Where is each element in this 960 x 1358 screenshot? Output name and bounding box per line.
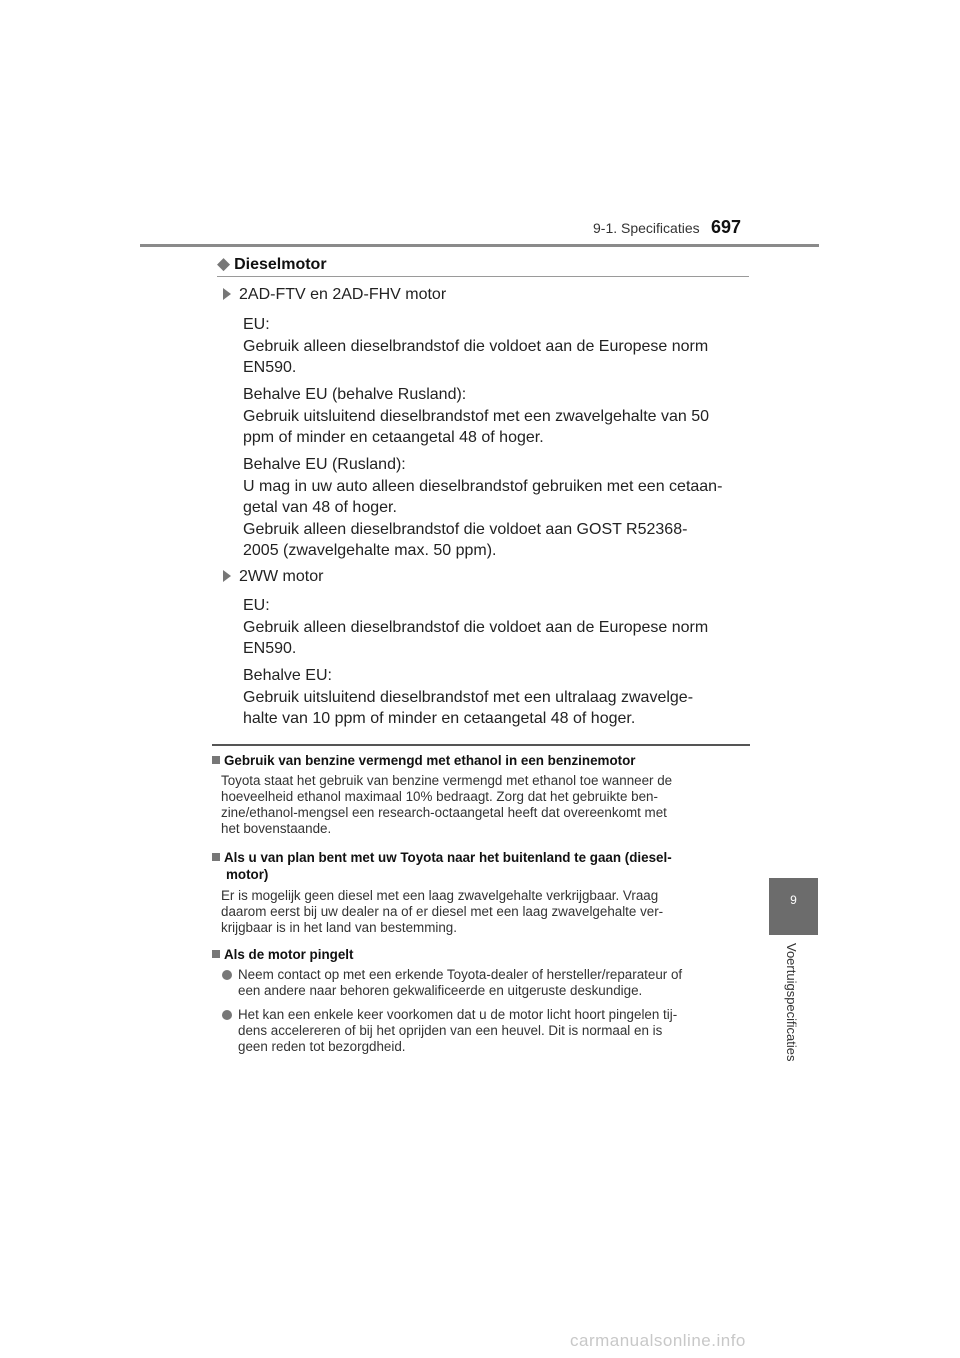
note-ethanol-heading — [212, 752, 748, 769]
note-knock-bullet — [221, 967, 748, 999]
diamond-icon: ◆ — [217, 254, 231, 273]
engine1-non-eu-block — [243, 384, 745, 449]
note-abroad-body — [221, 888, 748, 936]
engine1-eu-block — [243, 314, 745, 379]
triangle-bullet-icon — [223, 570, 231, 582]
note-knock-line: geen reden tot bezorgdheid. — [238, 1039, 406, 1054]
engine1-title-text: 2AD-FTV en 2AD-FHV motor — [239, 286, 447, 303]
engine1-title — [223, 286, 446, 304]
note-ethanol-heading-text: Gebruik van benzine vermengd met ethanol in een benzinemotor — [224, 753, 636, 768]
engine2-title-text: 2WW motor — [239, 568, 324, 585]
circle-bullet-icon — [222, 970, 232, 980]
note-knock-heading — [212, 946, 748, 963]
chapter-number: 9 — [790, 893, 797, 907]
engine2-eu-block — [243, 595, 745, 660]
engine2-eu-label: EU: — [243, 597, 270, 614]
engine1-non-eu-text: ppm of minder en cetaangetal 48 of hoger. — [243, 429, 544, 446]
page-number: 697 — [711, 217, 742, 237]
note-ethanol-body — [221, 773, 748, 837]
square-bullet-icon — [212, 853, 220, 861]
triangle-bullet-icon — [223, 288, 231, 300]
engine1-russia-label: Behalve EU (Rusland): — [243, 456, 406, 473]
engine1-eu-label: EU: — [243, 316, 270, 333]
engine1-russia-text: getal van 48 of hoger. — [243, 499, 397, 516]
diesel-heading-rule — [217, 276, 749, 277]
engine2-title — [223, 568, 323, 586]
engine2-eu-text: Gebruik alleen dieselbrandstof die voldoet aan de Europese norm — [243, 618, 709, 636]
engine1-russia-text: Gebruik alleen dieselbrandstof die voldoet aan GOST R52368- — [243, 520, 688, 538]
note-ethanol-line: het bovenstaande. — [221, 821, 332, 836]
engine1-non-eu-label: Behalve EU (behalve Rusland): — [243, 386, 467, 403]
square-bullet-icon — [212, 950, 220, 958]
engine1-russia-block — [243, 454, 745, 562]
note-knock-heading-text: Als de motor pingelt — [224, 947, 354, 962]
header-rule — [140, 244, 819, 247]
square-bullet-icon — [212, 756, 220, 764]
note-abroad-line: Er is mogelijk geen diesel met een laag zwavelgehalte verkrijgbaar. Vraag — [221, 888, 659, 903]
note-ethanol-line: Toyota staat het gebruik van benzine vermengd met ethanol toe wanneer de — [221, 773, 673, 788]
section-title: 9-1. Specificaties — [593, 220, 700, 236]
note-abroad-line: daarom eerst bij uw dealer na of er diesel met een laag zwavelgehalte ver- — [221, 904, 664, 919]
note-knock-line: een andere naar behoren gekwalificeerde en uitgeruste deskundige. — [238, 983, 643, 998]
note-knock-line: Neem contact op met een erkende Toyota-dealer of hersteller/reparateur of — [238, 967, 683, 982]
engine1-russia-text: U mag in uw auto alleen dieselbrandstof gebruiken met een cetaan- — [243, 477, 723, 495]
circle-bullet-icon — [222, 1010, 232, 1020]
diesel-heading-text: Dieselmotor — [234, 256, 327, 273]
note-abroad-heading-text: motor) — [226, 867, 269, 882]
notes-rule — [212, 744, 750, 746]
engine2-non-eu-block — [243, 665, 745, 730]
note-knock-line: dens accelereren of bij het oprijden van een heuvel. Dit is normaal en is — [238, 1023, 663, 1038]
note-knock-bullet — [221, 1007, 748, 1055]
note-knock-line: Het kan een enkele keer voorkomen dat u de motor licht hoort pingelen tij- — [238, 1007, 678, 1022]
note-abroad-line: krijgbaar is in het land van bestemming. — [221, 920, 457, 935]
note-abroad-heading — [212, 849, 748, 883]
engine1-eu-text: EN590. — [243, 359, 297, 376]
note-ethanol-line: hoeveelheid ethanol maximaal 10% bedraagt. Zorg dat het gebruikte ben- — [221, 789, 658, 804]
engine2-eu-text: EN590. — [243, 640, 297, 657]
engine1-russia-text: 2005 (zwavelgehalte max. 50 ppm). — [243, 542, 497, 559]
chapter-label: Voertuigspecificaties — [784, 943, 799, 1062]
note-abroad-heading-text: Als u van plan bent met uw Toyota naar het buitenland te gaan (diesel- — [224, 850, 672, 865]
engine2-non-eu-text: halte van 10 ppm of minder en cetaangetal 48 of hoger. — [243, 710, 636, 727]
engine2-non-eu-label: Behalve EU: — [243, 667, 332, 684]
engine2-non-eu-text: Gebruik uitsluitend dieselbrandstof met een ultralaag zwavelge- — [243, 688, 694, 706]
engine1-non-eu-text: Gebruik uitsluitend dieselbrandstof met een zwavelgehalte van 50 — [243, 407, 710, 425]
diesel-heading — [217, 254, 327, 274]
watermark: carmanualsonline.info — [570, 1331, 746, 1350]
engine1-eu-text: Gebruik alleen dieselbrandstof die voldoet aan de Europese norm — [243, 337, 709, 355]
note-ethanol-line: zine/ethanol-mengsel een research-octaangetal heeft dat overeenkomt met — [221, 805, 667, 820]
